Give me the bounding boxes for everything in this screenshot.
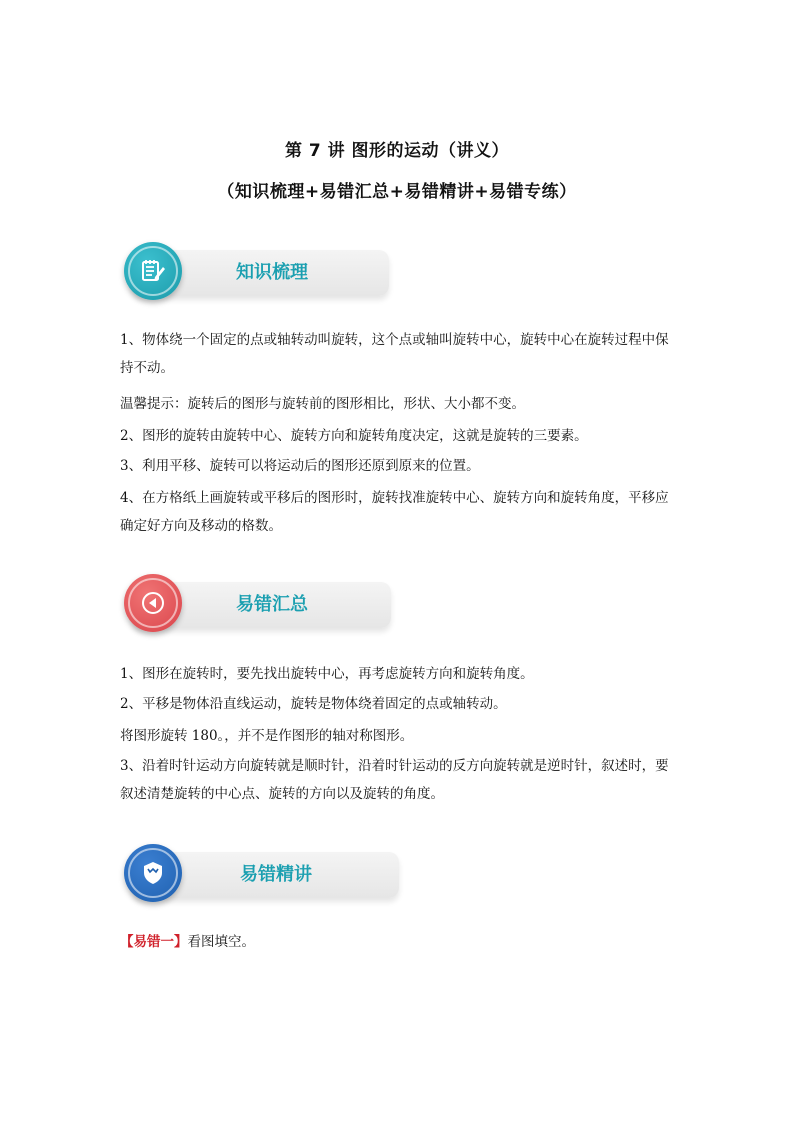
section-heading-knowledge: 知识梳理 bbox=[236, 262, 308, 283]
play-triangle-icon bbox=[124, 574, 182, 632]
document-title: 第 7 讲 图形的运动（讲义） bbox=[284, 141, 510, 161]
error-item-text: 看图填空。 bbox=[187, 934, 255, 950]
summary-paragraph-3: 将图形旋转 180。，并不是作图形的轴对称图形。 bbox=[120, 728, 414, 744]
knowledge-paragraph-3: 2、图形的旋转由旋转中心、旋转方向和旋转角度决定，这就是旋转的三要素。 bbox=[120, 428, 588, 444]
section-heading-summary: 易错汇总 bbox=[236, 594, 308, 615]
knowledge-paragraph-2: 温馨提示：旋转后的图形与旋转前的图形相比，形状、大小都不变。 bbox=[120, 396, 525, 412]
knowledge-paragraph-4: 3、利用平移、旋转可以将运动后的图形还原到原来的位置。 bbox=[120, 458, 480, 474]
section-banner-summary bbox=[122, 572, 394, 638]
section-banner-explain bbox=[122, 842, 404, 908]
shield-icon bbox=[124, 844, 182, 902]
explain-item-1 bbox=[120, 928, 680, 956]
summary-paragraph-2: 2、平移是物体沿直线运动，旋转是物体绕着固定的点或轴转动。 bbox=[120, 696, 507, 712]
knowledge-paragraph-5: 4、在方格纸上画旋转或平移后的图形时，旋转找准旋转中心、旋转方向和旋转角度，平移应确定好方向及移动的格数。 bbox=[120, 490, 669, 534]
section-banner-knowledge bbox=[122, 240, 392, 306]
section-heading-explain: 易错精讲 bbox=[240, 864, 312, 885]
notepad-pencil-icon bbox=[124, 242, 182, 300]
knowledge-paragraph-1: 1、物体绕一个固定的点或轴转动叫旋转，这个点或轴叫旋转中心，旋转中心在旋转过程中保持不动。 bbox=[120, 332, 669, 376]
error-item-tag: 【易错一】 bbox=[120, 934, 188, 950]
summary-paragraph-1: 1、图形在旋转时，要先找出旋转中心，再考虑旋转方向和旋转角度。 bbox=[120, 666, 534, 682]
summary-paragraph-4: 3、沿着时针运动方向旋转就是顺时针，沿着时针运动的反方向旋转就是逆时针，叙述时，要叙述清楚旋转的中心点、旋转的方向以及旋转的角度。 bbox=[120, 758, 669, 802]
document-subtitle: （知识梳理+易错汇总+易错精讲+易错专练） bbox=[217, 182, 577, 202]
